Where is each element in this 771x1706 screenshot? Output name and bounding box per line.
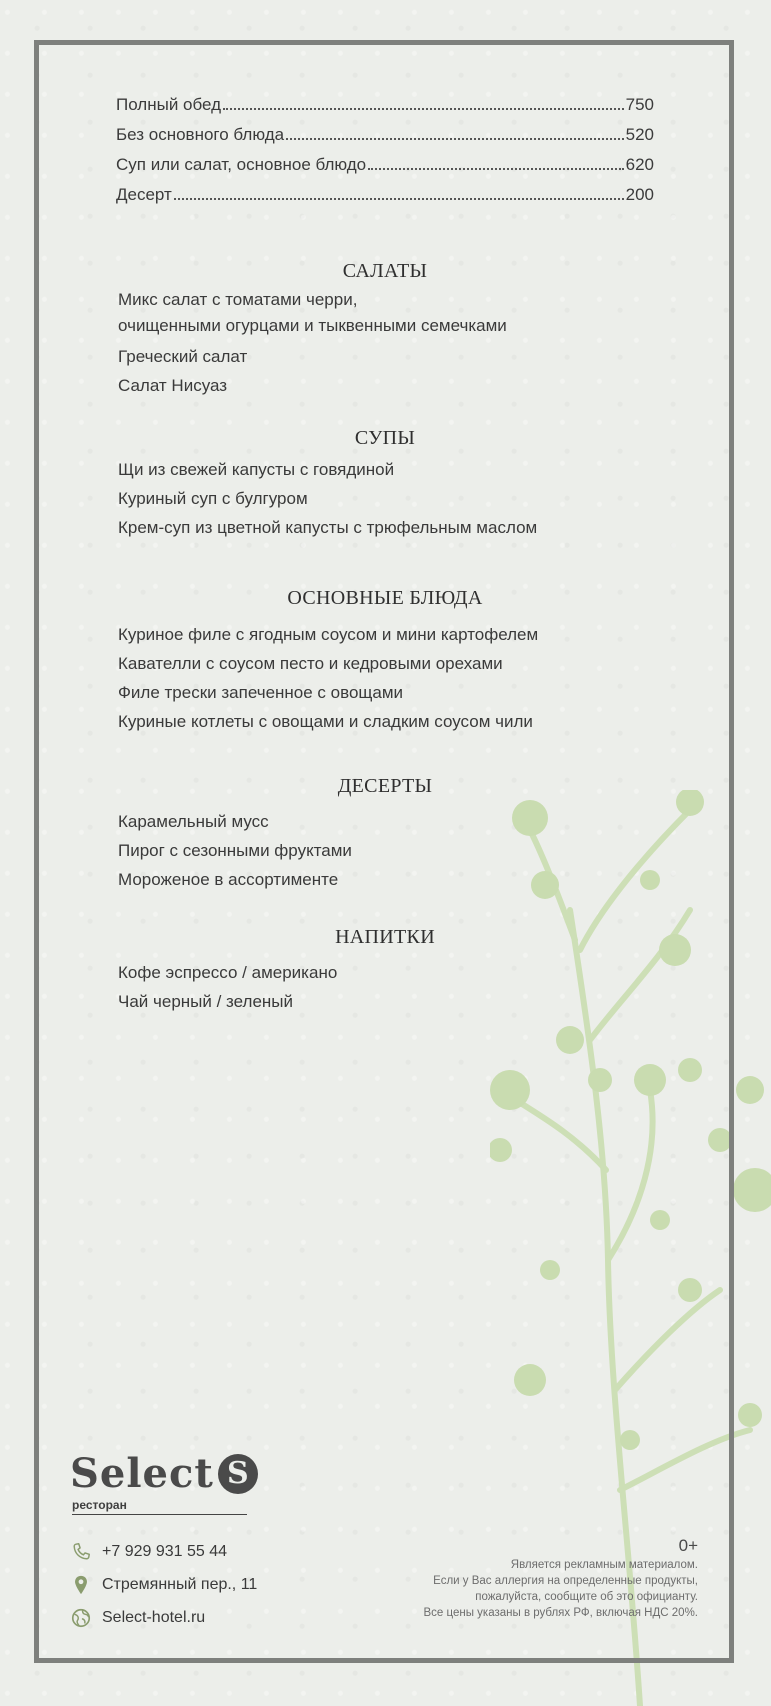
price-row-dessert: Десерт 200 bbox=[116, 185, 654, 204]
list-item: Щи из свежей капусты с говядиной bbox=[118, 460, 395, 479]
age-rating: 0+ bbox=[678, 1536, 698, 1555]
disclaimer: 0+ Является рекламным материалом. Если у Вас аллергия на определенные продукты, пожалуйста, сообщите об это официанту. Все цены указаны в рублях РФ, включая НДС 20%. bbox=[368, 1535, 698, 1621]
soups-list bbox=[118, 455, 678, 542]
logo-badge: S bbox=[218, 1454, 258, 1494]
contacts bbox=[70, 1535, 257, 1634]
list-item: Пирог с сезонными фруктами bbox=[118, 841, 352, 860]
section-title-soups: СУПЫ bbox=[354, 427, 416, 449]
section-title-mains: ОСНОВНЫЕ БЛЮДА bbox=[287, 587, 483, 609]
list-item: Куриный суп с булгуром bbox=[118, 489, 308, 508]
section-title-drinks: НАПИТКИ bbox=[335, 926, 435, 948]
section-title-desserts: ДЕСЕРТЫ bbox=[337, 775, 433, 797]
list-item: Кавателли с соусом песто и кедровыми орехами bbox=[118, 654, 503, 673]
mains-list bbox=[118, 620, 678, 736]
set-menu-prices bbox=[116, 95, 654, 215]
phone-icon bbox=[70, 1541, 92, 1563]
price-row-soup-or-salad-main: Суп или салат, основное блюдо 620 bbox=[116, 155, 654, 174]
list-item: Карамельный мусс bbox=[118, 812, 269, 831]
list-item: Салат Нисуаз bbox=[118, 376, 228, 395]
logo-subtitle: ресторан bbox=[72, 1498, 247, 1515]
price-row-no-main: Без основного блюда 520 bbox=[116, 125, 654, 144]
list-item: Куриное филе с ягодным соусом и мини картофелем bbox=[118, 625, 539, 644]
list-item: Куриные котлеты с овощами и сладким соусом чили bbox=[118, 712, 533, 731]
price-row-full-lunch: Полный обед 750 bbox=[116, 95, 654, 114]
section-title-salads: САЛАТЫ bbox=[342, 260, 428, 282]
list-item: Чай черный / зеленый bbox=[118, 992, 294, 1011]
restaurant-logo: Select S ресторан bbox=[70, 1450, 258, 1497]
list-item: Микс салат с томатами черри, очищенными огурцами и тыквенными семечками bbox=[118, 290, 507, 335]
list-item: Мороженое в ассортименте bbox=[118, 870, 339, 889]
salads-list bbox=[118, 287, 678, 400]
drinks-list bbox=[118, 958, 678, 1016]
globe-icon bbox=[70, 1607, 92, 1629]
list-item: Филе трески запеченное с овощами bbox=[118, 683, 404, 702]
contact-address: Стремянный пер., 11 bbox=[70, 1568, 257, 1601]
list-item: Крем-суп из цветной капусты с трюфельным маслом bbox=[118, 518, 538, 537]
location-pin-icon bbox=[70, 1574, 92, 1596]
contact-website: Select-hotel.ru bbox=[70, 1601, 257, 1634]
contact-phone: +7 929 931 55 44 bbox=[70, 1535, 257, 1568]
list-item: Греческий салат bbox=[118, 347, 248, 366]
list-item: Кофе эспрессо / американо bbox=[118, 963, 338, 982]
desserts-list bbox=[118, 807, 678, 894]
